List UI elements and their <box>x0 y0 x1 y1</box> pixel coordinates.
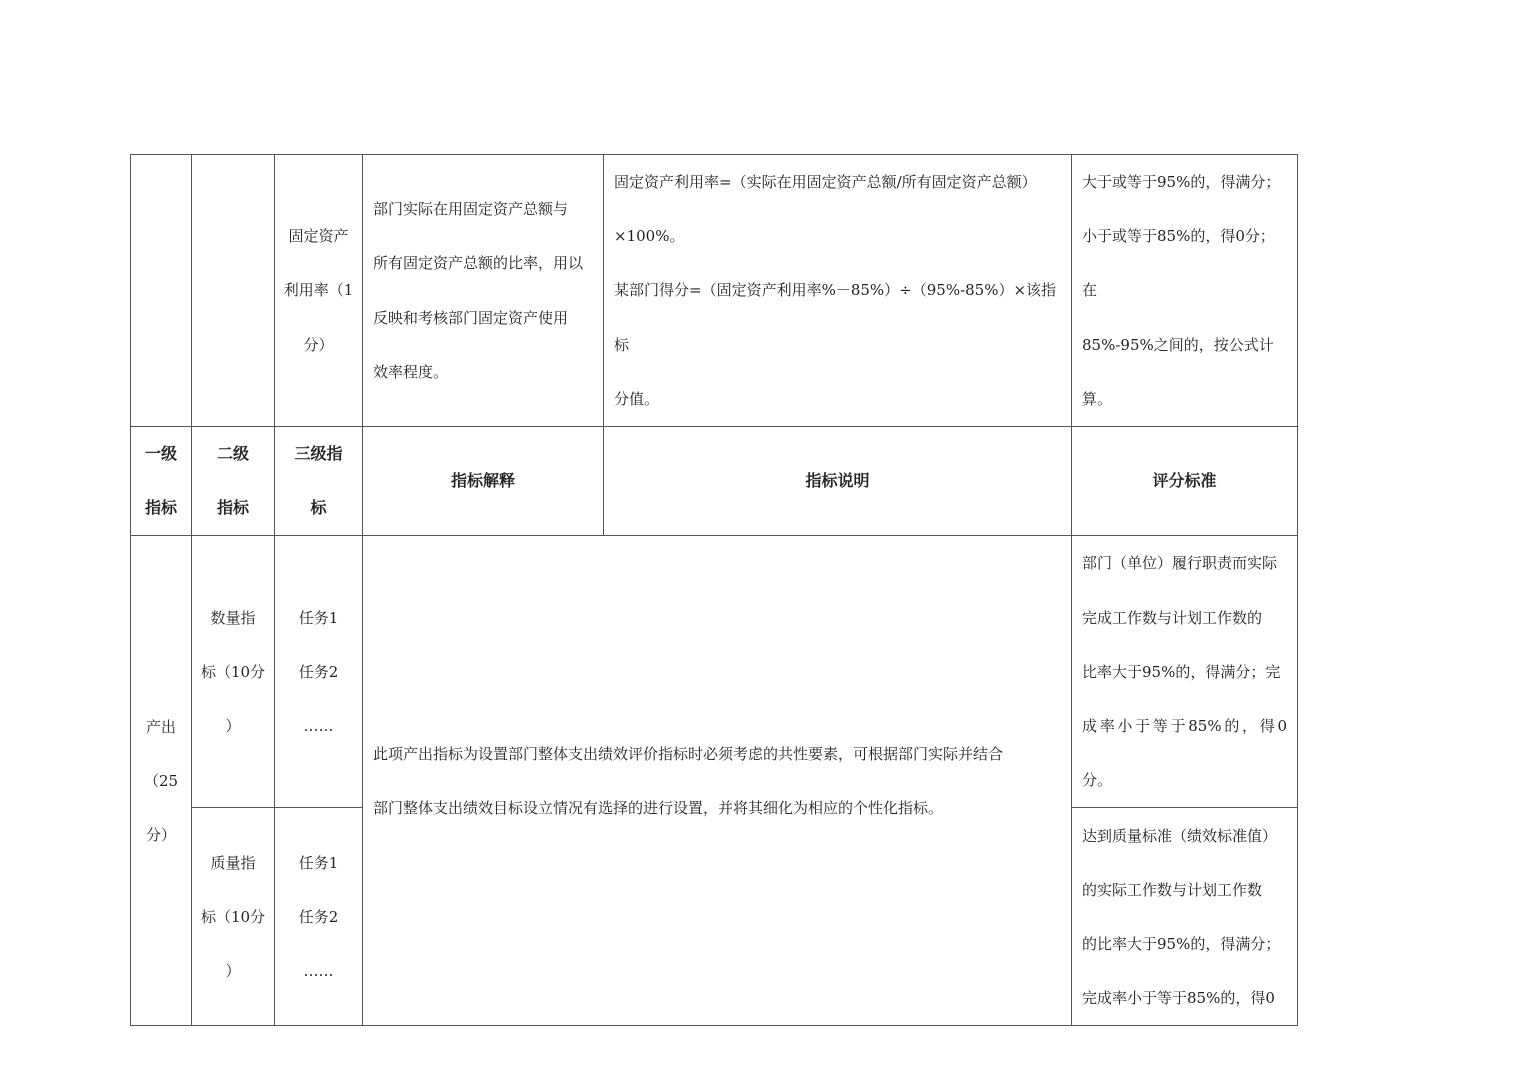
text-line: 85%-95%之间的，按公式计算。 <box>1082 335 1274 408</box>
table-header-row <box>131 427 1298 536</box>
header-text: 三级指 <box>294 444 343 464</box>
header-text: 标 <box>310 498 327 518</box>
text-line: 大于或等于95%的，得满分； <box>1082 173 1281 191</box>
header-level1 <box>131 427 192 536</box>
header-criteria: 评分标准 <box>1072 427 1298 536</box>
text-line: 数量指 <box>210 608 256 627</box>
cell-tasks-quality <box>275 808 363 1026</box>
text-line: 质量指 <box>210 853 256 872</box>
cell-level1-empty <box>131 155 192 427</box>
task-item: 任务2 <box>298 907 339 926</box>
header-text: 指标 <box>216 498 249 518</box>
text-line: （25 <box>143 771 179 790</box>
header-level3 <box>275 427 363 536</box>
text-line: 反映和考核部门固定资产使用 <box>373 308 569 327</box>
task-item: 任务1 <box>298 853 339 872</box>
text-line: 成率小于等于85%的，得0分。 <box>1082 717 1287 790</box>
cell-level1-output <box>131 536 192 1026</box>
indicator-table <box>130 154 1298 1026</box>
header-text: 指标 <box>144 498 177 518</box>
cell-level2-quantity <box>192 536 275 808</box>
text-line: 达到质量标准（绩效标准值） <box>1082 826 1278 845</box>
note-line: 此项产出指标为设置部门整体支出绩效评价指标时必须考虑的共性要素，可根据部门实际并结合 <box>373 744 1004 763</box>
cell-level2-empty <box>192 155 275 427</box>
note-line: 部门整体支出绩效目标设立情况有选择的进行设置，并将其细化为相应的个性化指标。 <box>373 798 944 817</box>
task-item: …… <box>303 717 334 736</box>
text-line: 效率程度。 <box>373 362 449 381</box>
text-line: 标（10分 <box>200 662 266 681</box>
cell-criteria-quality <box>1072 808 1298 1026</box>
cell-explanation-fixed-asset <box>363 155 604 427</box>
cell-criteria-quantity <box>1072 536 1298 808</box>
formula-line: 固定资产利用率=（实际在用固定资产总额/所有固定资产总额） <box>614 173 1037 191</box>
text-line: 固定资产 <box>288 227 349 246</box>
header-description: 指标说明 <box>604 427 1072 536</box>
cell-third-level-fixed-asset <box>275 155 363 427</box>
text-line: 的实际工作数与计划工作数 <box>1082 880 1263 899</box>
task-item: 任务2 <box>298 662 339 681</box>
text-line: 部门（单位）履行职责而实际 <box>1082 554 1278 573</box>
text-line: 标（10分 <box>200 907 266 926</box>
text-line: 分） <box>145 826 176 845</box>
cell-tasks-quantity <box>275 536 363 808</box>
text-line: ） <box>225 717 241 736</box>
header-explanation: 指标解释 <box>363 427 604 536</box>
header-text: 一级 <box>144 444 177 464</box>
cell-criteria-fixed-asset <box>1072 155 1298 427</box>
formula-line: ×100%。 <box>614 227 685 246</box>
text-line: 分） <box>303 335 334 354</box>
text-line: ） <box>225 962 241 981</box>
text-line: 所有固定资产总额的比率，用以 <box>373 254 584 273</box>
header-text: 二级 <box>216 444 249 464</box>
formula-line: 某部门得分=（固定资产利用率%－85%）÷（95%-85%）×该指标 <box>614 281 1057 354</box>
text-line: 的比率大于95%的，得满分； <box>1082 934 1281 953</box>
text-line: 比率大于95%的，得满分；完 <box>1082 662 1281 681</box>
cell-output-shared-note <box>363 536 1072 1026</box>
task-item: …… <box>303 962 334 981</box>
table-row-fixed-asset <box>131 155 1298 427</box>
text-line: 完成率小于等于85%的，得0 <box>1082 989 1275 1008</box>
text-line: 部门实际在用固定资产总额与 <box>373 200 569 219</box>
header-level2 <box>192 427 275 536</box>
cell-level2-quality <box>192 808 275 1026</box>
table-row-quantity <box>131 536 1298 808</box>
text-line: 利用率（1 <box>283 281 354 300</box>
cell-description-fixed-asset <box>604 155 1072 427</box>
text-line: 小于或等于85%的，得0分；在 <box>1082 227 1275 300</box>
text-line: 产出 <box>145 717 176 736</box>
task-item: 任务1 <box>298 608 339 627</box>
formula-line: 分值。 <box>614 389 660 408</box>
text-line: 完成工作数与计划工作数的 <box>1082 608 1263 627</box>
